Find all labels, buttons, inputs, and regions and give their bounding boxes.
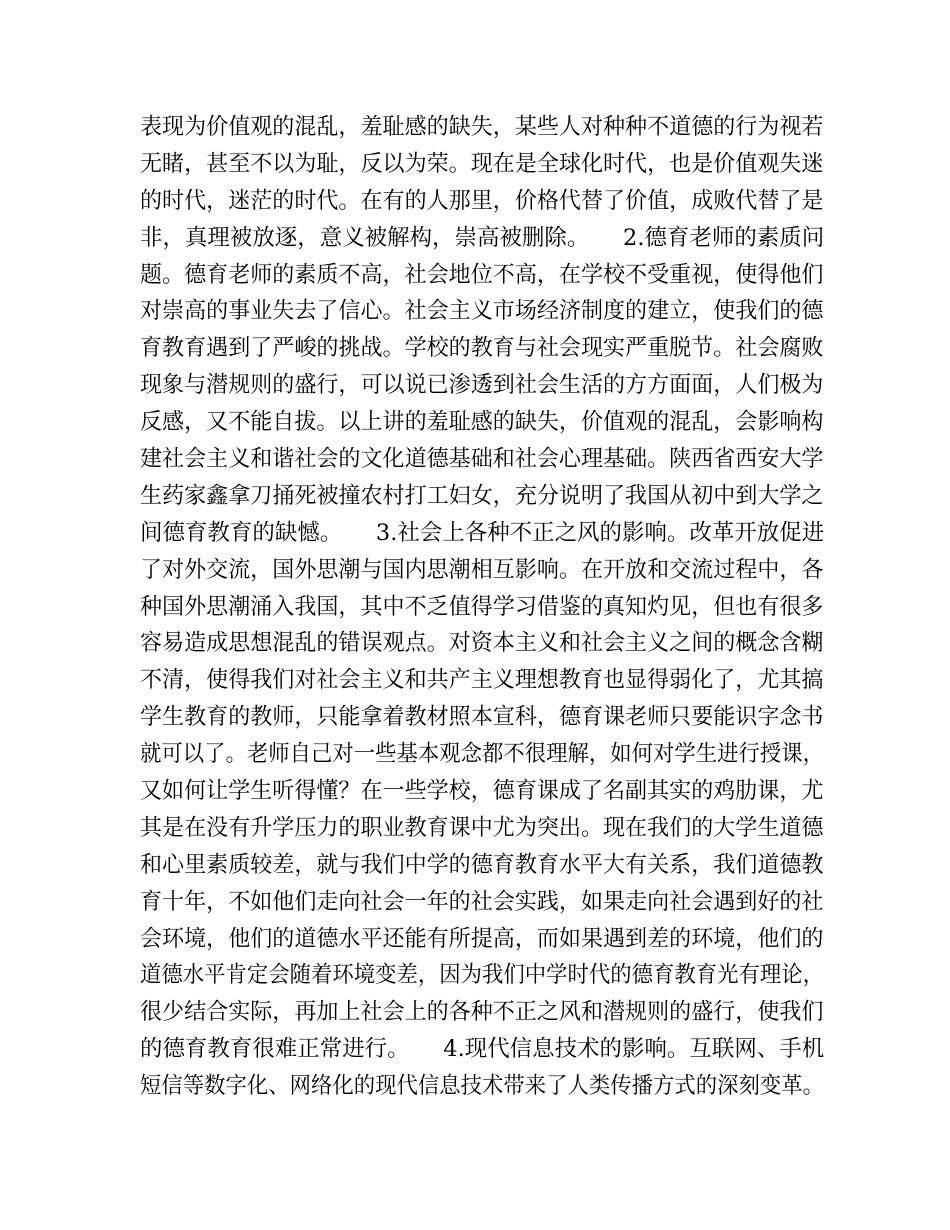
text-line: 非，真理被放逐，意义被解构，崇高被删除。 2.德育老师的素质问 (140, 224, 825, 251)
text-line: 表现为价值观的混乱，羞耻感的缺失，某些人对种种不道德的行为视若 (140, 114, 824, 140)
text-line: 对崇高的事业失去了信心。社会主义市场经济制度的建立，使我们的德 (140, 298, 824, 325)
text-line: 生药家鑫拿刀捅死被撞农村打工妇女，充分说明了我国从初中到大学之 (140, 482, 824, 509)
text-line: 又如何让学生听得懂？在一些学校，德育课成了名副其实的鸡肋课，尤 (140, 778, 824, 805)
body-text (140, 109, 825, 1105)
text-line: 短信等数字化、网络化的现代信息技术带来了人类传播方式的深刻变革。 (140, 1073, 825, 1100)
text-line: 建社会主义和谐社会的文化道德基础和社会心理基础。陕西省西安大学 (140, 446, 824, 473)
text-line: 和心里素质较差，就与我们中学的德育教育水平大有关系，我们道德教 (140, 851, 824, 878)
text-line: 容易造成思想混乱的错误观点。对资本主义和社会主义之间的概念含糊 (140, 630, 824, 657)
text-line: 很少结合实际，再加上社会上的各种不正之风和潜规则的盛行，使我们 (140, 999, 824, 1026)
text-line: 不清，使得我们对社会主义和共产主义理想教育也显得弱化了，尤其搞 (140, 667, 824, 694)
text-line: 的德育教育很难正常进行。 4.现代信息技术的影响。互联网、手机 (140, 1036, 825, 1063)
text-line: 育教育遇到了严峻的挑战。学校的教育与社会现实严重脱节。社会腐败 (140, 335, 824, 362)
text-line: 就可以了。老师自己对一些基本观念都不很理解，如何对学生进行授课， (140, 741, 825, 768)
text-line: 会环境，他们的道德水平还能有所提高，而如果遇到差的环境，他们的 (140, 925, 824, 952)
text-line: 反感，又不能自拔。以上讲的羞耻感的缺失，价值观的混乱，会影响构 (140, 409, 824, 436)
text-line: 题。德育老师的素质不高，社会地位不高，在学校不受重视，使得他们 (140, 261, 824, 288)
text-line: 无睹，甚至不以为耻，反以为荣。现在是全球化时代，也是价值观失迷 (140, 150, 824, 177)
text-line: 育十年，不如他们走向社会一年的社会实践，如果走向社会遇到好的社 (140, 888, 824, 915)
text-line: 其是在没有升学压力的职业教育课中尤为突出。现在我们的大学生道德 (140, 814, 824, 841)
text-line: 道德水平肯定会随着环境变差，因为我们中学时代的德育教育光有理论， (140, 962, 825, 989)
text-line: 的时代，迷茫的时代。在有的人那里，价格代替了价值，成败代替了是 (140, 187, 824, 214)
text-line: 了对外交流，国外思潮与国内思潮相互影响。在开放和交流过程中，各 (140, 556, 824, 583)
text-line: 种国外思潮涌入我国，其中不乏值得学习借鉴的真知灼见，但也有很多 (140, 593, 824, 620)
text-line: 间德育教育的缺憾。 3.社会上各种不正之风的影响。改革开放促进 (140, 519, 825, 546)
text-line: 学生教育的教师，只能拿着教材照本宣科，德育课老师只要能识字念书 (140, 704, 824, 731)
text-line: 现象与潜规则的盛行，可以说已渗透到社会生活的方方面面，人们极为 (140, 372, 824, 399)
